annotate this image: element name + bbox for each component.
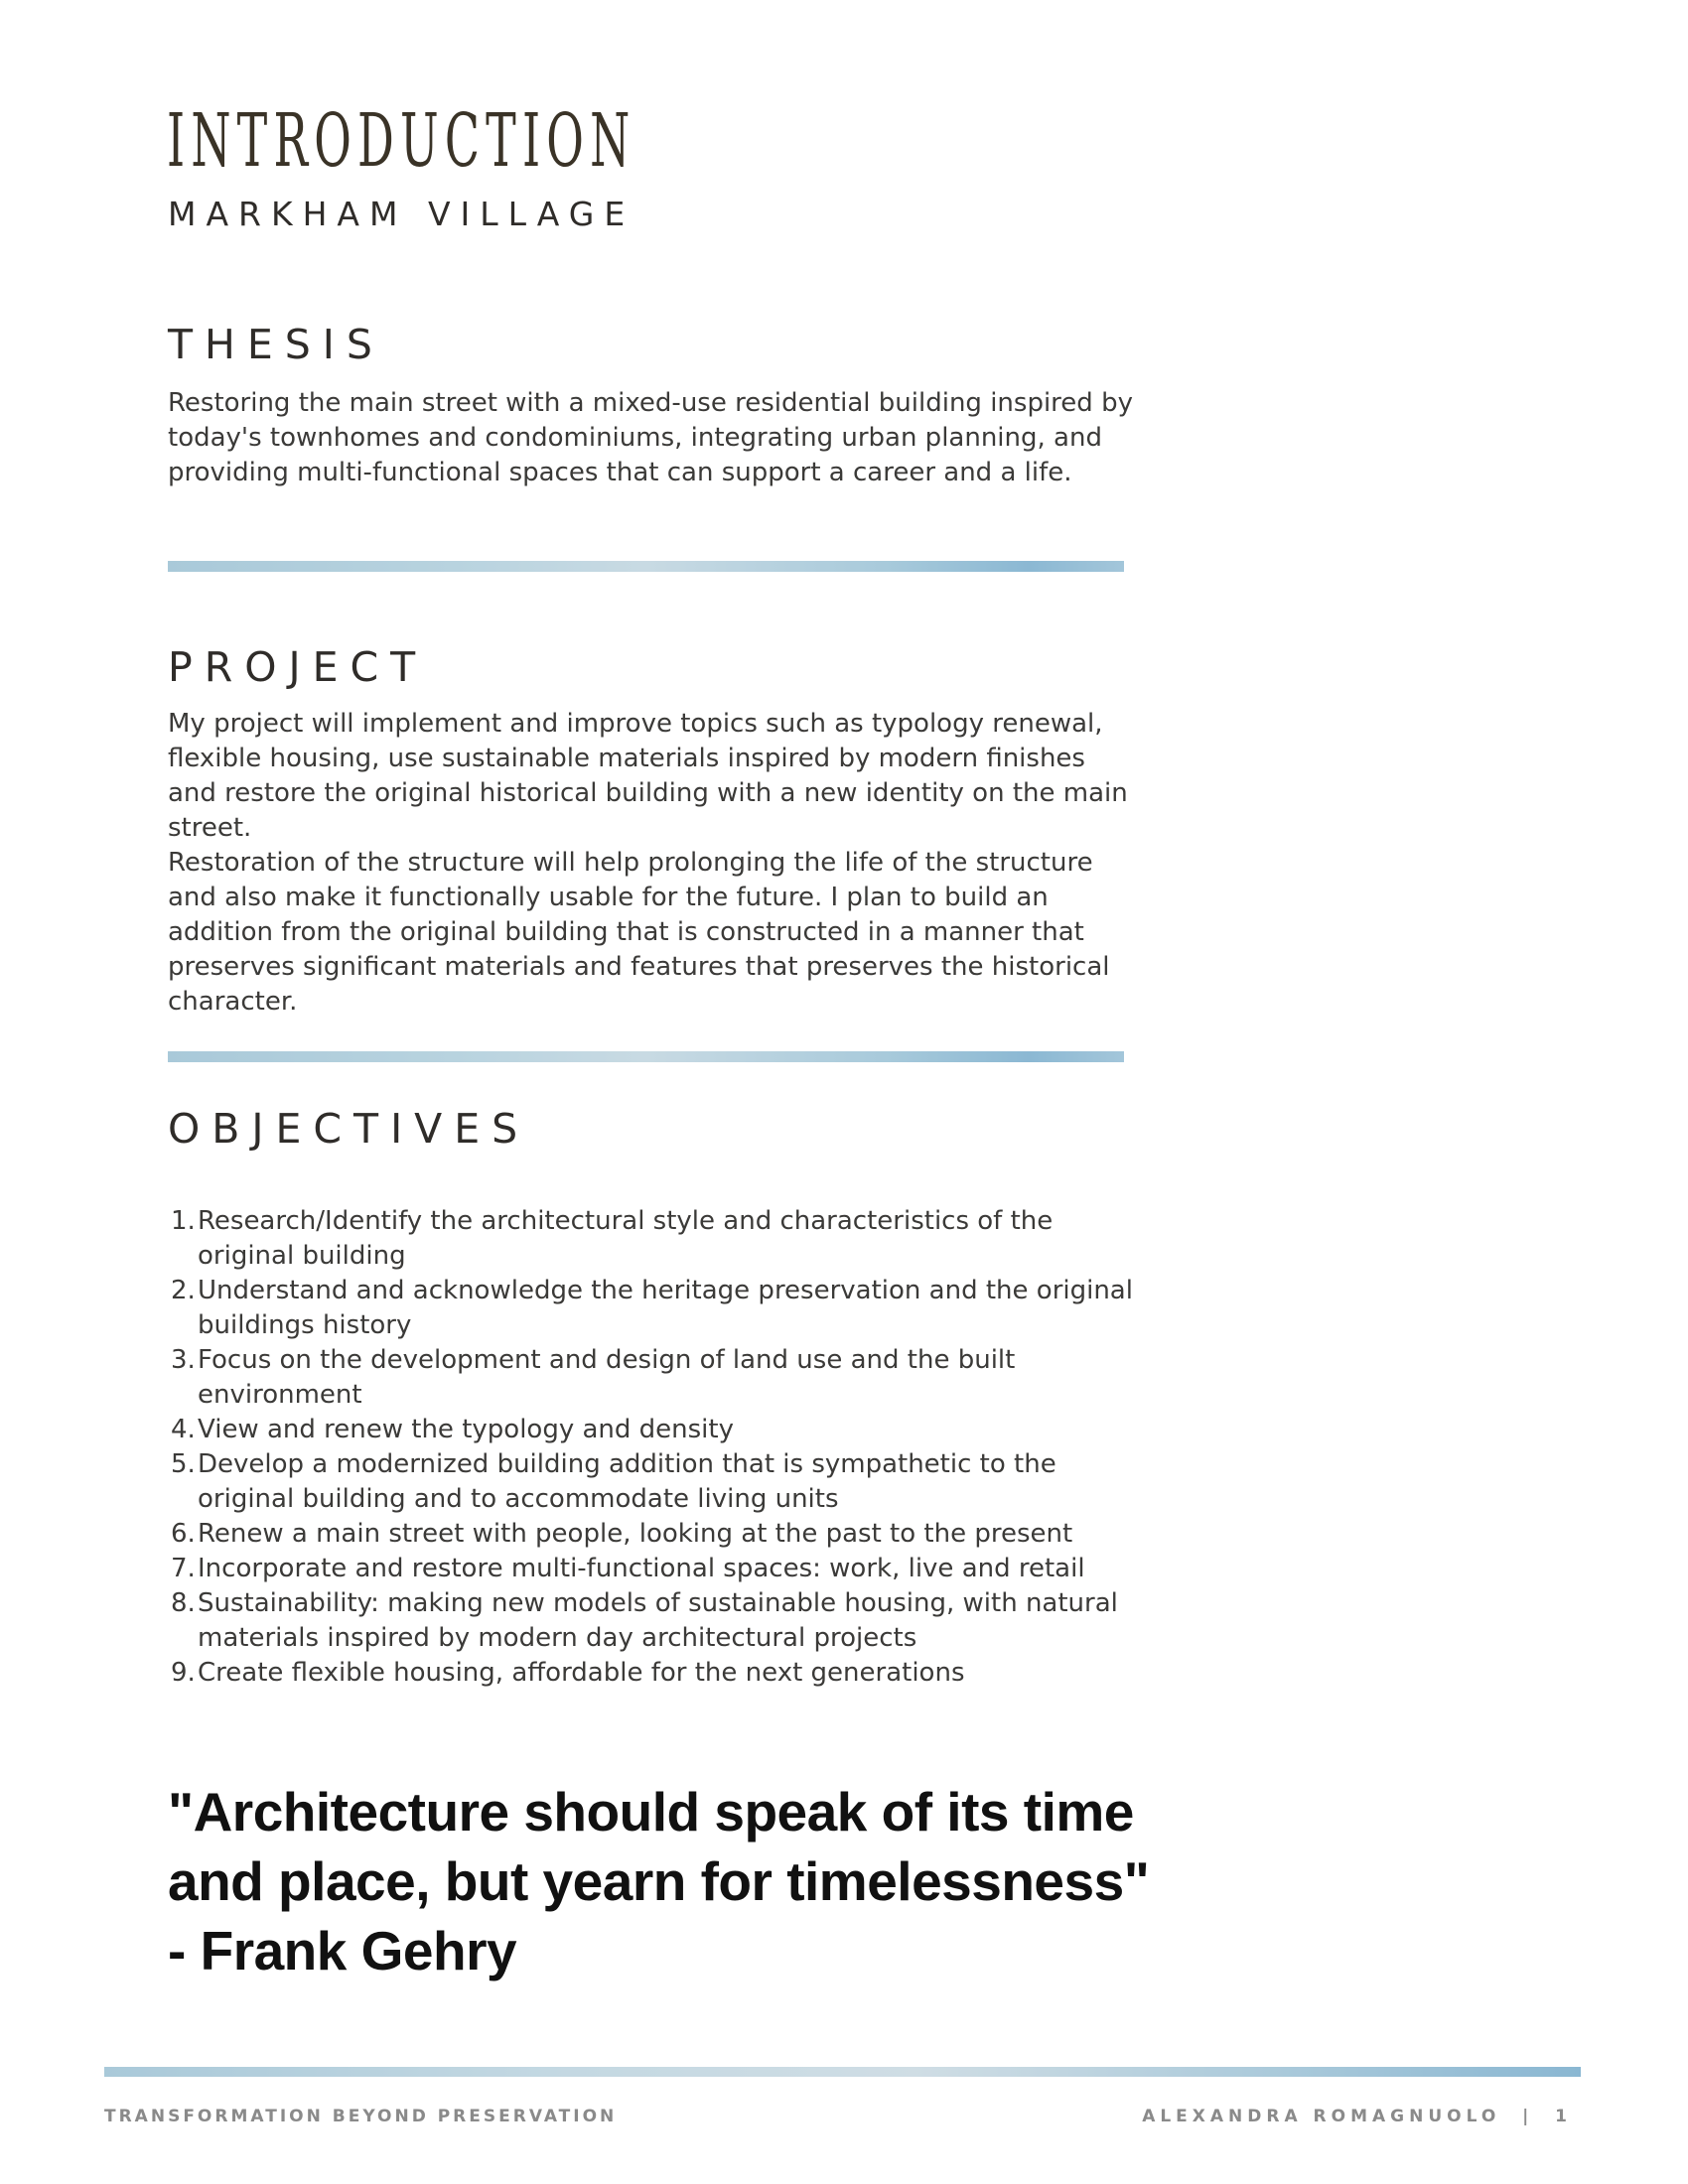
list-text: Renew a main street with people, looking at the past to the present	[198, 1519, 1073, 1549]
list-text: Focus on the development and design of land use and the built environment	[198, 1345, 1016, 1410]
footer-author-page: ALEXANDRA ROMAGNUOLO | 1	[1142, 2107, 1572, 2126]
footer-divider	[104, 2067, 1581, 2077]
quote-line: and place, but yearn for timelessness"	[168, 1850, 1150, 1912]
list-number: 8.	[171, 1588, 196, 1618]
section-divider	[168, 1051, 1124, 1062]
list-number: 3.	[171, 1345, 196, 1375]
list-number: 7.	[171, 1554, 196, 1583]
footer-project-title: TRANSFORMATION BEYOND PRESERVATION	[104, 2107, 618, 2126]
list-item	[168, 1447, 1141, 1517]
objectives-list	[168, 1204, 1141, 1691]
list-number: 6.	[171, 1519, 196, 1549]
list-number: 4.	[171, 1415, 196, 1444]
list-item	[168, 1656, 1141, 1691]
list-item	[168, 1586, 1141, 1656]
list-item	[168, 1204, 1141, 1274]
list-item	[168, 1413, 1141, 1447]
list-number: 9.	[171, 1658, 196, 1688]
page-title: INTRODUCTION	[167, 98, 636, 184]
list-text: Develop a modernized building addition that is sympathetic to the original building and to accommodate living units	[198, 1449, 1056, 1514]
list-item	[168, 1552, 1141, 1586]
list-item	[168, 1517, 1141, 1552]
thesis-heading: THESIS	[168, 321, 384, 368]
list-number: 5.	[171, 1449, 196, 1479]
section-divider	[168, 561, 1124, 572]
project-paragraph-2: Restoration of the structure will help prolonging the life of the structure and also make it functionally usable for the future. I plan to build an addition from the original building that is constructed in a manner that preserves significant materials and features that preserves the historical character.	[168, 848, 1110, 1017]
page-subtitle: MARKHAM VILLAGE	[168, 195, 635, 233]
pull-quote	[168, 1777, 1260, 1985]
list-item	[168, 1343, 1141, 1413]
list-number: 1.	[171, 1206, 196, 1236]
list-text: Create flexible housing, affordable for the next generations	[198, 1658, 965, 1688]
quote-line: "Architecture should speak of its time	[168, 1781, 1134, 1843]
list-text: View and renew the typology and density	[198, 1415, 734, 1444]
project-paragraph-1: My project will implement and improve topics such as typology renewal, flexible housing, use sustainable materials inspired by modern finishes and restore the original historical building with a new identity on the main street.	[168, 709, 1128, 843]
list-text: Understand and acknowledge the heritage preservation and the original buildings history	[198, 1276, 1133, 1340]
project-heading: PROJECT	[168, 643, 428, 691]
list-text: Research/Identify the architectural style and characteristics of the original building	[198, 1206, 1054, 1271]
thesis-text: Restoring the main street with a mixed-use residential building inspired by today's townhomes and condominiums, integrating urban planning, and providing multi-functional spaces that can support a career and a life.	[168, 388, 1133, 487]
list-text: Incorporate and restore multi-functional spaces: work, live and retail	[198, 1554, 1085, 1583]
list-number: 2.	[171, 1276, 196, 1305]
list-item	[168, 1274, 1141, 1343]
quote-attribution: - Frank Gehry	[168, 1920, 517, 1981]
objectives-heading: OBJECTIVES	[168, 1105, 530, 1153]
list-text: Sustainability: making new models of sustainable housing, with natural materials inspired by modern day architectural projects	[198, 1588, 1118, 1653]
